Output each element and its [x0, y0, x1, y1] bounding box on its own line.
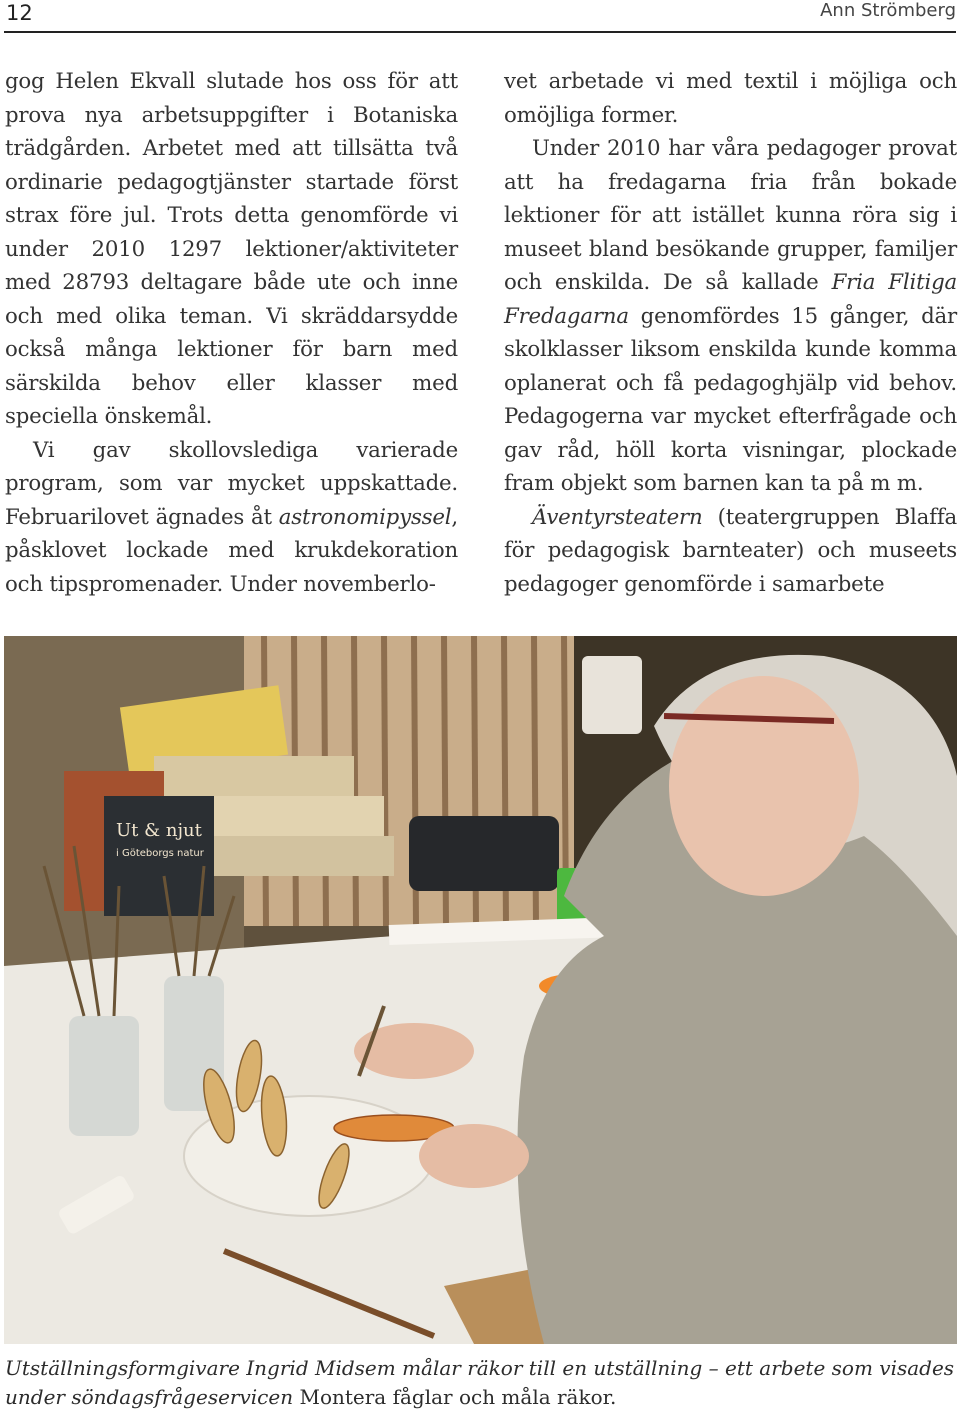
face [669, 676, 859, 896]
left-paragraph-1: gog Helen Ekvall slutade hos oss för att prova nya arbetsuppgifter i Botaniska trädgården. Arbetet med att tillsätta två ordinarie pedagogtjänster startade först strax före jul. Trots detta genomförde vi under 2010 1297 lektioner/aktiviteter med 28793 deltagare både ute och inne och med olika teman. Vi skräddarsydde också många lektioner för barn med särskilda behov eller klasser med speciella önskemål. [5, 69, 458, 429]
book-stack-3 [194, 836, 394, 876]
photo-illustration [4, 636, 957, 1344]
italic-term: Fria Flitiga Fredagarna [504, 270, 957, 329]
jar-1 [69, 1016, 139, 1136]
right-paragraph-3: Äventyrsteatern (teatergruppen Blaffa för pedagogisk barnteater) och museets pedagoger genomförde i samarbete [504, 504, 957, 597]
page-number: 12 [6, 1, 33, 25]
italic-term: Äventyrsteatern [532, 504, 703, 530]
book-stack-1 [154, 756, 354, 796]
photo-caption: Utställningsformgivare Ingrid Midsem målar räkor till en utställning – ett arbete som visades under söndagsfrågeservicen Montera fåglar och måla räkor. [5, 1356, 955, 1409]
header-rule [4, 31, 956, 33]
book-title: Ut & njut [116, 820, 202, 841]
plant-pot [582, 656, 642, 734]
left-paragraph-2: Vi gav skollovslediga varierade program, som var mycket uppskattade. Februarilovet ägnades åt astronomipyssel, påsklovet lockade med krukdekoration och tipspromenader. Under novemberlo- [5, 437, 458, 597]
right-text-column [504, 65, 957, 601]
running-author: Ann Strömberg [820, 0, 956, 21]
right-paragraph-1: vet arbetade vi med textil i möjliga och omöjliga former. [504, 69, 957, 128]
left-hand [354, 1023, 474, 1079]
right-paragraph-2: Under 2010 har våra pedagoger provat att ha fredagarna fria från bokade lektioner för att istället kunna röra sig i museet bland besökande grupper, familjer och enskilda. De så kallade Fria Flitiga Fredagarna genomfördes 15 gånger, där skolklasser liksom enskilda kunde komma oplanerat och få pedagoghjälp vid behov. Pedagogerna var mycket efterfrågade och gav råd, höll korta visningar, plockade fram objekt som barnen kan ta på m m. [504, 136, 957, 496]
photo-painting-shrimps [4, 636, 957, 1344]
book-subtitle: i Göteborgs natur [116, 848, 204, 859]
page-header [0, 0, 960, 34]
telephone [409, 816, 559, 891]
right-hand [419, 1124, 529, 1188]
left-text-column [5, 65, 458, 601]
italic-term: astronomipyssel [278, 504, 452, 530]
